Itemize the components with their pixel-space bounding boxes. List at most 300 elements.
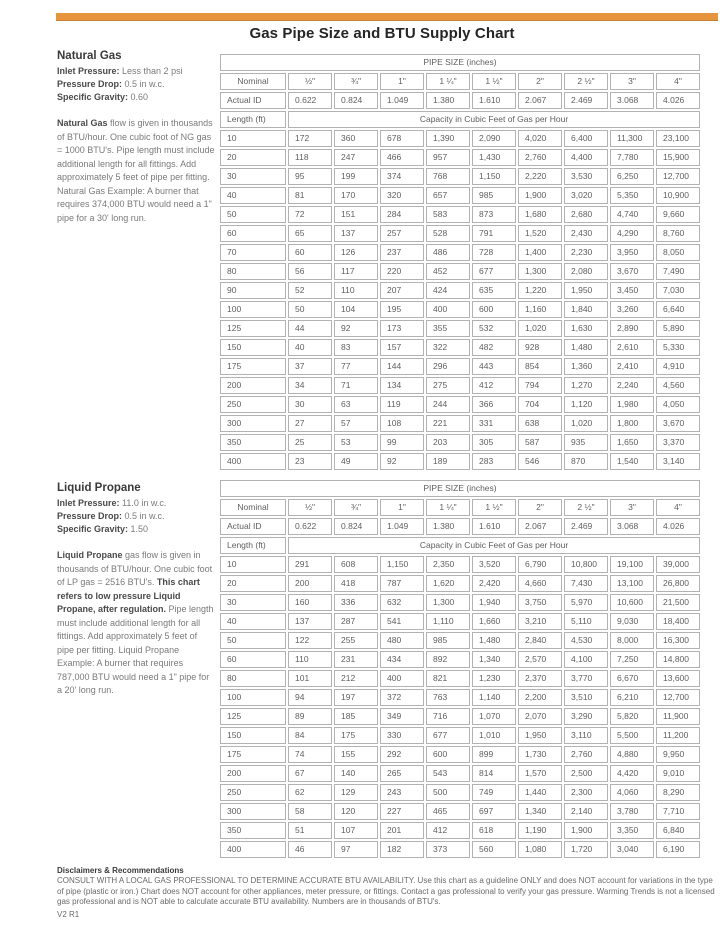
- capacity-cell: 21,500: [656, 594, 700, 611]
- capacity-cell: 5,500: [610, 727, 654, 744]
- capacity-cell: 140: [334, 765, 378, 782]
- capacity-cell: 2,090: [472, 130, 516, 147]
- capacity-cell: 2,610: [610, 339, 654, 356]
- actual-id-value-cell: 0.622: [288, 92, 332, 109]
- capacity-cell: 185: [334, 708, 378, 725]
- capacity-cell: 1,300: [518, 263, 562, 280]
- capacity-cell: 2,570: [518, 651, 562, 668]
- capacity-cell: 400: [380, 670, 424, 687]
- capacity-cell: 5,890: [656, 320, 700, 337]
- length-cell: 20: [220, 575, 286, 592]
- natural-gas-specs: [57, 65, 215, 104]
- capacity-header-cell: Capacity in Cubic Feet of Gas per Hour: [288, 537, 700, 554]
- capacity-cell: 6,250: [610, 168, 654, 185]
- capacity-cell: 23: [288, 453, 332, 470]
- capacity-cell: 532: [472, 320, 516, 337]
- length-cell: 100: [220, 689, 286, 706]
- capacity-header-row: [220, 537, 700, 554]
- capacity-cell: 97: [334, 841, 378, 858]
- length-cell: 50: [220, 632, 286, 649]
- pipe-size-header-row: [220, 480, 700, 497]
- table-row: [220, 822, 700, 839]
- spec-value: 0.5 in w.c.: [122, 511, 165, 521]
- capacity-cell: 155: [334, 746, 378, 763]
- capacity-cell: 23,100: [656, 130, 700, 147]
- capacity-cell: 372: [380, 689, 424, 706]
- capacity-cell: 2,140: [564, 803, 608, 820]
- capacity-cell: 2,760: [518, 149, 562, 166]
- nominal-size-cell: ¾": [334, 73, 378, 90]
- capacity-cell: 2,430: [564, 225, 608, 242]
- nominal-size-cell: 1": [380, 499, 424, 516]
- capacity-cell: 14,800: [656, 651, 700, 668]
- capacity-cell: 4,050: [656, 396, 700, 413]
- capacity-cell: 1,360: [564, 358, 608, 375]
- capacity-cell: 3,040: [610, 841, 654, 858]
- capacity-cell: 39,000: [656, 556, 700, 573]
- capacity-cell: 197: [334, 689, 378, 706]
- capacity-cell: 2,840: [518, 632, 562, 649]
- capacity-cell: 3,210: [518, 613, 562, 630]
- capacity-cell: 366: [472, 396, 516, 413]
- capacity-cell: 8,000: [610, 632, 654, 649]
- length-cell: 350: [220, 822, 286, 839]
- capacity-cell: 27: [288, 415, 332, 432]
- table-row: [220, 168, 700, 185]
- capacity-cell: 137: [334, 225, 378, 242]
- capacity-cell: 107: [334, 822, 378, 839]
- capacity-cell: 63: [334, 396, 378, 413]
- table-row: [220, 803, 700, 820]
- capacity-cell: 1,980: [610, 396, 654, 413]
- capacity-cell: 787: [380, 575, 424, 592]
- capacity-cell: 244: [426, 396, 470, 413]
- capacity-cell: 284: [380, 206, 424, 223]
- capacity-cell: 283: [472, 453, 516, 470]
- capacity-cell: 200: [288, 575, 332, 592]
- capacity-cell: 892: [426, 651, 470, 668]
- nominal-size-cell: 1": [380, 73, 424, 90]
- accent-bar: [56, 13, 718, 21]
- natural-gas-description: [57, 117, 215, 225]
- length-cell: 200: [220, 765, 286, 782]
- length-cell: 125: [220, 320, 286, 337]
- nominal-size-cell: 1 ¼": [426, 73, 470, 90]
- capacity-cell: 412: [472, 377, 516, 394]
- capacity-cell: 13,600: [656, 670, 700, 687]
- capacity-cell: 1,950: [518, 727, 562, 744]
- length-cell: 250: [220, 784, 286, 801]
- actual-id-value-cell: 2.469: [564, 92, 608, 109]
- capacity-cell: 1,020: [564, 415, 608, 432]
- table-row: [220, 453, 700, 470]
- capacity-cell: 10,600: [610, 594, 654, 611]
- capacity-cell: 3,670: [656, 415, 700, 432]
- length-cell: 60: [220, 651, 286, 668]
- table-row: [220, 244, 700, 261]
- capacity-cell: 957: [426, 149, 470, 166]
- capacity-cell: 7,250: [610, 651, 654, 668]
- length-cell: 30: [220, 594, 286, 611]
- nominal-size-cell: 4": [656, 499, 700, 516]
- length-cell: 60: [220, 225, 286, 242]
- capacity-cell: 4,910: [656, 358, 700, 375]
- length-cell: 150: [220, 727, 286, 744]
- capacity-cell: 3,950: [610, 244, 654, 261]
- length-cell: 80: [220, 670, 286, 687]
- capacity-cell: 528: [426, 225, 470, 242]
- capacity-cell: 1,070: [472, 708, 516, 725]
- capacity-cell: 56: [288, 263, 332, 280]
- liquid-propane-description: [57, 549, 215, 698]
- liquid-propane-heading: Liquid Propane: [57, 482, 141, 494]
- capacity-cell: 144: [380, 358, 424, 375]
- capacity-cell: 1,010: [472, 727, 516, 744]
- capacity-header-cell: Capacity in Cubic Feet of Gas per Hour: [288, 111, 700, 128]
- capacity-cell: 7,430: [564, 575, 608, 592]
- capacity-cell: 57: [334, 415, 378, 432]
- capacity-cell: 632: [380, 594, 424, 611]
- capacity-cell: 1,400: [518, 244, 562, 261]
- spec-value: 1.50: [128, 524, 149, 534]
- table-row: [220, 841, 700, 858]
- capacity-cell: 1,120: [564, 396, 608, 413]
- capacity-cell: 7,490: [656, 263, 700, 280]
- capacity-cell: 157: [380, 339, 424, 356]
- capacity-cell: 1,340: [472, 651, 516, 668]
- table-row: [220, 575, 700, 592]
- capacity-cell: 2,420: [472, 575, 516, 592]
- capacity-cell: 1,570: [518, 765, 562, 782]
- length-cell: 40: [220, 187, 286, 204]
- length-cell: 40: [220, 613, 286, 630]
- nominal-size-cell: 2 ½": [564, 499, 608, 516]
- capacity-cell: 52: [288, 282, 332, 299]
- capacity-cell: 541: [380, 613, 424, 630]
- capacity-cell: 3,020: [564, 187, 608, 204]
- spec-label: Pressure Drop:: [57, 511, 123, 521]
- capacity-cell: 8,290: [656, 784, 700, 801]
- capacity-cell: 1,940: [472, 594, 516, 611]
- capacity-cell: 4,740: [610, 206, 654, 223]
- capacity-cell: 480: [380, 632, 424, 649]
- pipe-size-header-row: [220, 54, 700, 71]
- capacity-cell: 220: [380, 263, 424, 280]
- capacity-cell: 1,220: [518, 282, 562, 299]
- capacity-cell: 677: [472, 263, 516, 280]
- length-cell: 300: [220, 415, 286, 432]
- actual-id-value-cell: 1.049: [380, 518, 424, 535]
- capacity-cell: 7,780: [610, 149, 654, 166]
- capacity-cell: 2,680: [564, 206, 608, 223]
- nominal-label-cell: Nominal: [220, 73, 286, 90]
- capacity-cell: 3,110: [564, 727, 608, 744]
- table-row: [220, 632, 700, 649]
- capacity-cell: 1,730: [518, 746, 562, 763]
- nominal-size-cell: ½": [288, 499, 332, 516]
- capacity-cell: 118: [288, 149, 332, 166]
- capacity-cell: 12,700: [656, 168, 700, 185]
- capacity-cell: 320: [380, 187, 424, 204]
- length-cell: 125: [220, 708, 286, 725]
- capacity-cell: 160: [288, 594, 332, 611]
- capacity-cell: 3,140: [656, 453, 700, 470]
- capacity-cell: 296: [426, 358, 470, 375]
- length-cell: 100: [220, 301, 286, 318]
- length-cell: 300: [220, 803, 286, 820]
- capacity-cell: 821: [426, 670, 470, 687]
- capacity-cell: 2,080: [564, 263, 608, 280]
- nominal-label-cell: Nominal: [220, 499, 286, 516]
- description-segment: Pipe length must include additional length for all fittings. Add approximately 5 feet of pipe per fitting. Liquid Propane Example: A burner that requires 787,000 BTU would need a 1" pipe for a 20' long run.: [57, 604, 214, 695]
- capacity-cell: 928: [518, 339, 562, 356]
- capacity-cell: 657: [426, 187, 470, 204]
- capacity-cell: 9,950: [656, 746, 700, 763]
- capacity-cell: 4,020: [518, 130, 562, 147]
- version-label: V2 R1: [57, 909, 80, 919]
- length-header-cell: Length (ft): [220, 111, 286, 128]
- capacity-cell: 1,150: [472, 168, 516, 185]
- capacity-cell: 5,970: [564, 594, 608, 611]
- capacity-cell: 49: [334, 453, 378, 470]
- capacity-cell: 16,300: [656, 632, 700, 649]
- capacity-cell: 8,050: [656, 244, 700, 261]
- natural-gas-table: [218, 52, 702, 472]
- capacity-cell: 9,660: [656, 206, 700, 223]
- length-cell: 175: [220, 358, 286, 375]
- table-row: [220, 377, 700, 394]
- table-row: [220, 727, 700, 744]
- capacity-cell: 2,890: [610, 320, 654, 337]
- capacity-cell: 50: [288, 301, 332, 318]
- spec-row: [57, 78, 215, 91]
- capacity-cell: 275: [426, 377, 470, 394]
- capacity-cell: 287: [334, 613, 378, 630]
- length-cell: 30: [220, 168, 286, 185]
- capacity-cell: 443: [472, 358, 516, 375]
- length-cell: 10: [220, 130, 286, 147]
- capacity-cell: 37: [288, 358, 332, 375]
- capacity-cell: 400: [426, 301, 470, 318]
- capacity-cell: 985: [426, 632, 470, 649]
- liquid-propane-sidebar: [57, 482, 215, 698]
- capacity-cell: 482: [472, 339, 516, 356]
- capacity-cell: 3,290: [564, 708, 608, 725]
- capacity-cell: 4,420: [610, 765, 654, 782]
- capacity-cell: 2,350: [426, 556, 470, 573]
- capacity-cell: 6,790: [518, 556, 562, 573]
- capacity-cell: 1,230: [472, 670, 516, 687]
- capacity-cell: 199: [334, 168, 378, 185]
- actual-id-value-cell: 0.824: [334, 92, 378, 109]
- capacity-cell: 44: [288, 320, 332, 337]
- length-cell: 150: [220, 339, 286, 356]
- capacity-cell: 13,100: [610, 575, 654, 592]
- table-row: [220, 746, 700, 763]
- table-row: [220, 765, 700, 782]
- capacity-cell: 137: [288, 613, 332, 630]
- capacity-cell: 1,300: [426, 594, 470, 611]
- capacity-cell: 195: [380, 301, 424, 318]
- capacity-cell: 3,670: [610, 263, 654, 280]
- capacity-cell: 3,750: [518, 594, 562, 611]
- capacity-cell: 1,650: [610, 434, 654, 451]
- capacity-cell: 728: [472, 244, 516, 261]
- capacity-cell: 12,700: [656, 689, 700, 706]
- capacity-cell: 1,080: [518, 841, 562, 858]
- capacity-cell: 53: [334, 434, 378, 451]
- capacity-cell: 600: [472, 301, 516, 318]
- capacity-cell: 175: [334, 727, 378, 744]
- nominal-size-cell: 3": [610, 73, 654, 90]
- capacity-cell: 546: [518, 453, 562, 470]
- capacity-cell: 227: [380, 803, 424, 820]
- nominal-size-cell: 1 ¼": [426, 499, 470, 516]
- nominal-size-cell: 1 ½": [472, 73, 516, 90]
- capacity-cell: 791: [472, 225, 516, 242]
- capacity-cell: 1,800: [610, 415, 654, 432]
- capacity-cell: 2,240: [610, 377, 654, 394]
- capacity-cell: 46: [288, 841, 332, 858]
- capacity-cell: 95: [288, 168, 332, 185]
- capacity-cell: 1,620: [426, 575, 470, 592]
- capacity-cell: 172: [288, 130, 332, 147]
- capacity-cell: 763: [426, 689, 470, 706]
- capacity-cell: 543: [426, 765, 470, 782]
- spec-row: [57, 497, 215, 510]
- capacity-cell: 5,330: [656, 339, 700, 356]
- capacity-cell: 794: [518, 377, 562, 394]
- capacity-cell: 170: [334, 187, 378, 204]
- capacity-cell: 58: [288, 803, 332, 820]
- capacity-cell: 84: [288, 727, 332, 744]
- liquid-propane-table: [218, 478, 702, 860]
- capacity-cell: 1,110: [426, 613, 470, 630]
- capacity-cell: 74: [288, 746, 332, 763]
- capacity-cell: 2,500: [564, 765, 608, 782]
- capacity-cell: 412: [426, 822, 470, 839]
- actual-id-label-cell: Actual ID: [220, 92, 286, 109]
- capacity-cell: 305: [472, 434, 516, 451]
- capacity-cell: 1,440: [518, 784, 562, 801]
- capacity-cell: 182: [380, 841, 424, 858]
- capacity-cell: 3,780: [610, 803, 654, 820]
- capacity-cell: 243: [380, 784, 424, 801]
- capacity-cell: 6,840: [656, 822, 700, 839]
- nominal-size-cell: ½": [288, 73, 332, 90]
- spec-value: 0.5 in w.c.: [122, 79, 165, 89]
- table-row: [220, 396, 700, 413]
- actual-id-value-cell: 2.469: [564, 518, 608, 535]
- capacity-cell: 1,140: [472, 689, 516, 706]
- capacity-cell: 854: [518, 358, 562, 375]
- capacity-cell: 173: [380, 320, 424, 337]
- capacity-cell: 677: [426, 727, 470, 744]
- capacity-cell: 201: [380, 822, 424, 839]
- capacity-cell: 117: [334, 263, 378, 280]
- capacity-cell: 6,210: [610, 689, 654, 706]
- capacity-cell: 189: [426, 453, 470, 470]
- nominal-row: [220, 499, 700, 516]
- spec-value: 0.60: [128, 92, 149, 102]
- capacity-cell: 122: [288, 632, 332, 649]
- capacity-cell: 3,530: [564, 168, 608, 185]
- capacity-cell: 768: [426, 168, 470, 185]
- capacity-cell: 330: [380, 727, 424, 744]
- capacity-cell: 360: [334, 130, 378, 147]
- capacity-cell: 1,900: [564, 822, 608, 839]
- length-cell: 350: [220, 434, 286, 451]
- capacity-cell: 985: [472, 187, 516, 204]
- capacity-cell: 4,060: [610, 784, 654, 801]
- nominal-size-cell: 2": [518, 499, 562, 516]
- capacity-cell: 6,400: [564, 130, 608, 147]
- actual-id-value-cell: 4.026: [656, 518, 700, 535]
- capacity-cell: 1,340: [518, 803, 562, 820]
- capacity-cell: 331: [472, 415, 516, 432]
- capacity-cell: 3,350: [610, 822, 654, 839]
- capacity-cell: 10,900: [656, 187, 700, 204]
- capacity-cell: 6,670: [610, 670, 654, 687]
- capacity-header-row: [220, 111, 700, 128]
- capacity-cell: 4,290: [610, 225, 654, 242]
- capacity-cell: 126: [334, 244, 378, 261]
- capacity-cell: 6,640: [656, 301, 700, 318]
- capacity-cell: 465: [426, 803, 470, 820]
- capacity-cell: 3,770: [564, 670, 608, 687]
- capacity-cell: 1,390: [426, 130, 470, 147]
- capacity-cell: 2,760: [564, 746, 608, 763]
- capacity-cell: 25: [288, 434, 332, 451]
- capacity-cell: 3,510: [564, 689, 608, 706]
- disclaimer-section: [57, 866, 719, 920]
- actual-id-value-cell: 1.380: [426, 92, 470, 109]
- capacity-cell: 81: [288, 187, 332, 204]
- table-row: [220, 282, 700, 299]
- spec-label: Pressure Drop:: [57, 79, 123, 89]
- capacity-cell: 212: [334, 670, 378, 687]
- capacity-cell: 10,800: [564, 556, 608, 573]
- pipe-size-header-cell: PIPE SIZE (inches): [220, 54, 700, 71]
- table-row: [220, 187, 700, 204]
- capacity-cell: 322: [426, 339, 470, 356]
- capacity-cell: 1,520: [518, 225, 562, 242]
- capacity-cell: 749: [472, 784, 516, 801]
- capacity-cell: 72: [288, 206, 332, 223]
- description-segment: This chart refers to low pressure Liquid Propane, after regulation.: [57, 577, 200, 614]
- capacity-cell: 26,800: [656, 575, 700, 592]
- table-row: [220, 149, 700, 166]
- spec-label: Specific Gravity:: [57, 92, 129, 102]
- capacity-cell: 92: [334, 320, 378, 337]
- description-segment: flow is given in thousands of BTU/hour. One cubic foot of NG gas = 1000 BTU's. Pipe length must include additional length for all fittings. Add approximately 5 feet of pipe per fitting. Natural Gas Example: A burner that requires 374,000 BTU would need a 1" pipe for a 30' long run.: [57, 118, 215, 223]
- length-cell: 70: [220, 244, 286, 261]
- nominal-size-cell: 1 ½": [472, 499, 516, 516]
- disclaimer-heading: Disclaimers & Recommendations: [57, 866, 184, 875]
- capacity-cell: 1,270: [564, 377, 608, 394]
- nominal-size-cell: 2": [518, 73, 562, 90]
- capacity-cell: 336: [334, 594, 378, 611]
- capacity-cell: 1,480: [564, 339, 608, 356]
- length-cell: 10: [220, 556, 286, 573]
- table-row: [220, 358, 700, 375]
- natural-gas-heading: Natural Gas: [57, 50, 122, 62]
- capacity-cell: 265: [380, 765, 424, 782]
- capacity-cell: 34: [288, 377, 332, 394]
- capacity-cell: 716: [426, 708, 470, 725]
- capacity-cell: 207: [380, 282, 424, 299]
- capacity-cell: 1,160: [518, 301, 562, 318]
